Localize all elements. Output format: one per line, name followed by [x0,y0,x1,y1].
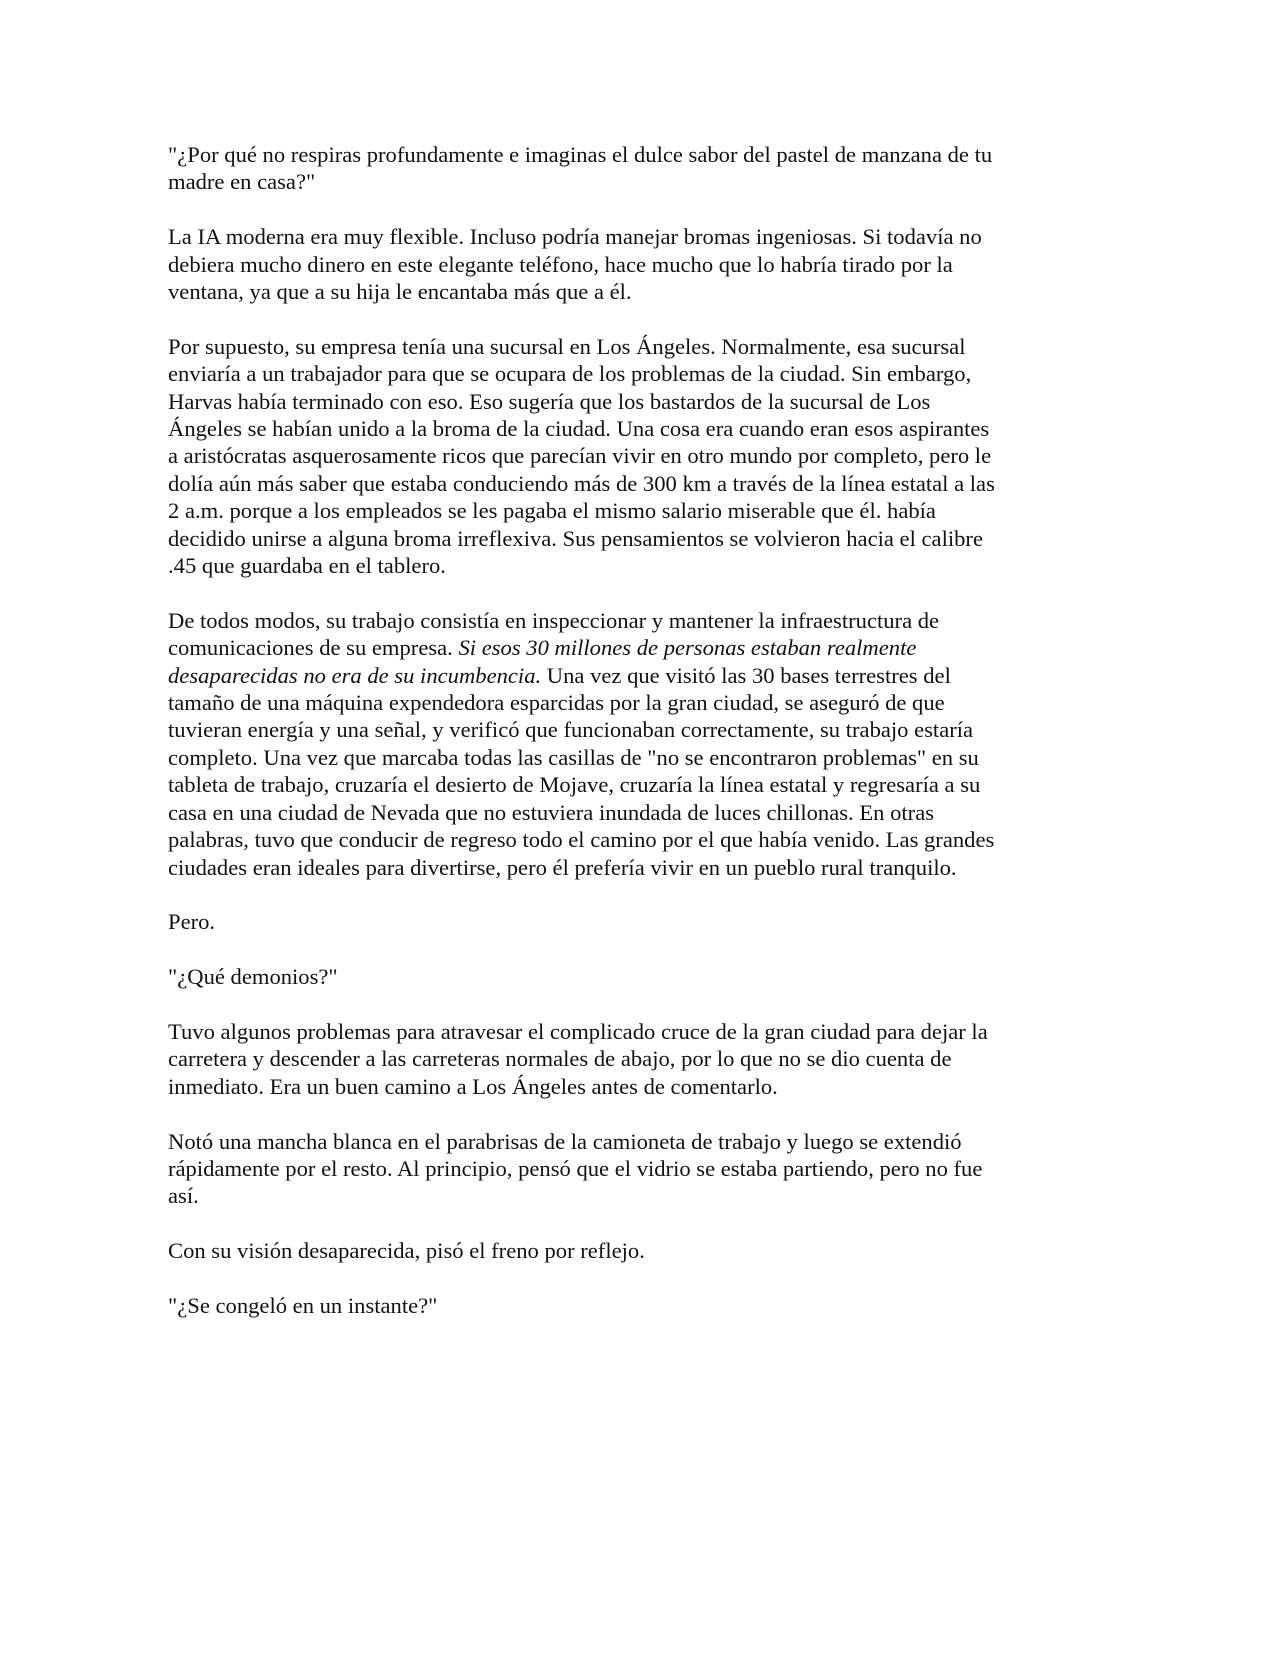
text-segment: comunicaciones de su empresa. [168,635,459,661]
paragraph [168,908,995,935]
text-segment: "¿Por qué no respiras profundamente e imaginas el dulce sabor del pastel de manzana de tu [168,142,993,167]
paragraph [168,141,995,196]
text-line [168,634,995,661]
text-line [168,278,995,305]
text-line [168,607,995,634]
text-line [168,771,995,798]
text-segment: rápidamente por el resto. Al principio, pensó que el vidrio se estaba partiendo, pero no fue [168,1155,983,1181]
text-segment: Pero. [168,909,216,935]
text-segment: tamaño de una máquina expendedora esparcidas por la gran ciudad, se aseguró de que [168,690,945,716]
text-segment: Con su visión desaparecida, pisó el freno por reflejo. [168,1238,645,1264]
text-line [168,1237,995,1264]
text-segment: Notó una mancha blanca en el parabrisas de la camioneta de trabajo y luego se extendió [168,1128,962,1154]
text-line [168,360,995,387]
text-line [168,1073,995,1100]
paragraph [168,1237,995,1264]
text-line [168,552,995,579]
text-segment: carretera y descender a las carreteras normales de abajo, por lo que no se dio cuenta de [168,1046,952,1072]
text-segment: debiera mucho dinero en este elegante teléfono, hace mucho que lo habría tirado por la [168,251,953,277]
text-segment: ventana, ya que a su hija le encantaba más que a él. [168,279,632,305]
text-segment: decidido unirse a alguna broma irreflexiva. Sus pensamientos se volvieron hacia el calibre [168,525,983,551]
text-segment: Ángeles se habían unido a la broma de la ciudad. Una cosa era cuando eran esos aspirantes [168,416,990,442]
text-segment: palabras, tuvo que conducir de regreso todo el camino por el que había venido. Las grandes [168,827,995,853]
text-segment: a aristócratas asquerosamente ricos que parecían vivir en otro mundo por completo, pero le [168,443,992,469]
text-line [168,415,995,442]
italic-text: Si esos 30 millones de personas estaban realmente [458,635,917,661]
text-line [168,716,995,743]
text-line [168,470,995,497]
text-line [168,1128,995,1155]
text-segment: La IA moderna era muy flexible. Incluso podría manejar bromas ingeniosas. Si todavía no [168,224,982,250]
text-segment: dolía aún más saber que estaba conduciendo más de 300 km a través de la línea estatal a las [168,470,995,496]
text-line [168,1045,995,1072]
text-segment: completo. Una vez que marcaba todas las casillas de "no se encontraron problemas" en su [168,744,979,770]
text-line [168,333,995,360]
paragraph [168,607,995,881]
text-line [168,1018,995,1045]
document-body [168,141,995,1347]
text-segment: ciudades eran ideales para divertirse, pero él prefería vivir en un pueblo rural tranquilo. [168,854,957,880]
text-segment: "¿Qué demonios?" [168,964,338,990]
text-line [168,963,995,990]
text-line [168,854,995,881]
paragraph [168,223,995,305]
text-line [168,497,995,524]
paragraph [168,1128,995,1210]
paragraph [168,1018,995,1100]
paragraph [168,1292,995,1319]
text-segment: enviaría a un trabajador para que se ocupara de los problemas de la ciudad. Sin embargo, [168,361,972,387]
text-line [168,826,995,853]
text-segment: casa en una ciudad de Nevada que no estuviera inundada de luces chillonas. En otras [168,799,935,825]
text-line [168,689,995,716]
text-line [168,388,995,415]
text-line [168,223,995,250]
text-line [168,662,995,689]
text-line [168,525,995,552]
text-segment: así. [168,1183,199,1209]
text-segment: tableta de trabajo, cruzaría el desierto de Mojave, cruzaría la línea estatal y regresaría a su [168,772,981,798]
text-segment: Una vez que visitó las 30 bases terrestres del [541,662,951,688]
text-segment: Tuvo algunos problemas para atravesar el complicado cruce de la gran ciudad para dejar la [168,1018,988,1044]
text-line [168,251,995,278]
paragraph [168,333,995,580]
text-line [168,744,995,771]
text-segment: .45 que guardaba en el tablero. [168,553,446,579]
italic-text: desaparecidas no era de su incumbencia. [168,662,542,688]
text-segment: Harvas había terminado con eso. Eso sugería que los bastardos de la sucursal de Los [168,388,931,414]
text-line [168,1292,995,1319]
text-segment: Por supuesto, su empresa tenía una sucursal en Los Ángeles. Normalmente, esa sucursal [168,333,966,359]
text-segment: inmediato. Era un buen camino a Los Ángeles antes de comentarlo. [168,1073,778,1099]
text-line [168,442,995,469]
text-line [168,168,995,195]
text-segment: "¿Se congeló en un instante?" [168,1292,438,1318]
text-line [168,141,995,168]
paragraph [168,963,995,990]
text-segment: madre en casa?" [168,169,316,195]
text-line [168,799,995,826]
text-line [168,908,995,935]
text-line [168,1155,995,1182]
text-line [168,1182,995,1209]
text-segment: 2 a.m. porque a los empleados se les pagaba el mismo salario miserable que él. había [168,498,936,524]
text-segment: tuvieran energía y una señal, y verificó que funcionaban correctamente, su trabajo estaría [168,717,974,743]
text-segment: De todos modos, su trabajo consistía en inspeccionar y mantener la infraestructura de [168,607,940,633]
